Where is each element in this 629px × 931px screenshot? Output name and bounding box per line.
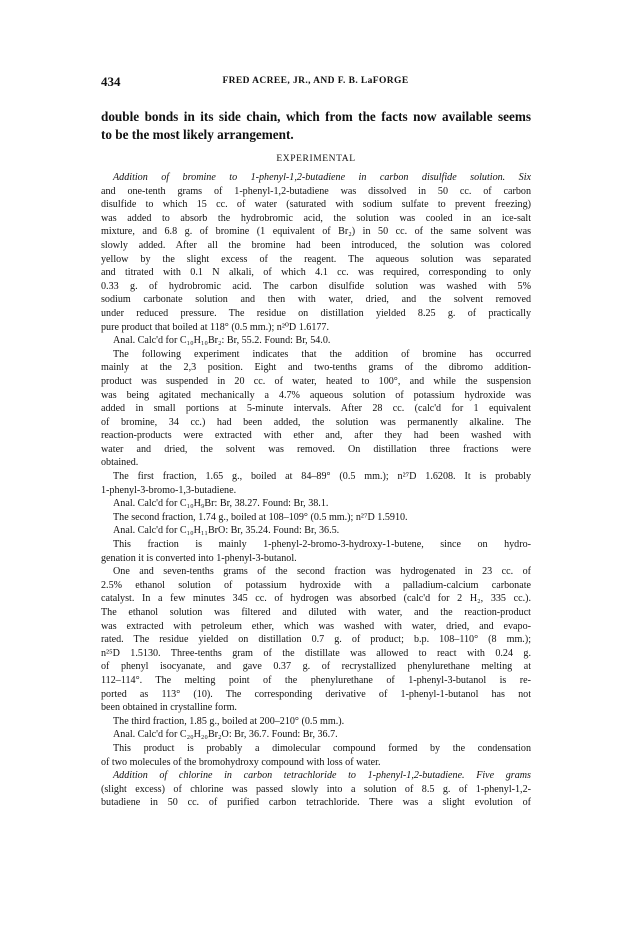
text-line: was added to absorb the hydrobromic acid, the solution was cooled in an ice-salt (101, 212, 531, 224)
lead-line: to be the most likely arrangement. (101, 127, 294, 142)
text-line: water and dried, the solvent was removed. On distillation three fractions were (101, 443, 531, 455)
text-line: ported as 113° (10). The corresponding derivative of 1-phenyl-1-butanol has not (101, 688, 531, 700)
text-line: yellow by the slight excess of the reagent. The aqueous solution was separated (101, 253, 531, 265)
text-line: This fraction is mainly 1-phenyl-2-bromo-3-hydroxy-1-butene, since on hydro- (113, 539, 531, 551)
text-line: pure product that boiled at 118° (0.5 mm.); n²⁰D 1.6177. (101, 321, 329, 333)
text-line: Anal. Calc'd for C₂₀H₂₀Br₂O: Br, 36.7. Found: Br, 36.7. (113, 729, 338, 741)
text-line: (slight excess) of chlorine was passed slowly into a solution of 8.5 g. of 1-phenyl-1,2- (101, 783, 531, 795)
text-line: sodium carbonate solution and then with water, dried, and the solvent removed (101, 294, 531, 306)
continued-paragraph (101, 108, 531, 144)
running-title: FRED ACREE, JR., AND F. B. LaFORGE (222, 76, 409, 86)
text-line: under reduced pressure. The residue on distillation yielded 8.25 g. of practically (101, 307, 531, 319)
text-line: Addition of chlorine in carbon tetrachloride to 1-phenyl-1,2-butadiene. Five grams (113, 770, 531, 782)
text-line: The ethanol solution was filtered and diluted with water, and the reaction-product (101, 607, 531, 618)
page-number: 434 (101, 74, 121, 89)
section-heading: EXPERIMENTAL (276, 154, 356, 164)
text-line: Addition of bromine to 1-phenyl-1,2-butadiene in carbon disulfide solution. Six (113, 172, 531, 183)
text-line: Anal. Calc'd for C₁₀H₉Br: Br, 38.27. Found: Br, 38.1. (113, 498, 329, 510)
text-line: 2.5% ethanol solution of potassium hydroxide with a palladium-calcium carbonate (101, 579, 531, 591)
lead-line: double bonds in its side chain, which from the facts now available seems (101, 109, 531, 124)
text-line: of phenyl isocyanate, and gave 0.37 g. of recrystallized phenylurethane melting at (101, 661, 531, 673)
page-header (101, 74, 530, 90)
text-line: The second fraction, 1.74 g., boiled at 108–109° (0.5 mm.); n²⁷D 1.5910. (113, 511, 408, 523)
text-line: butadiene in 50 cc. of purified carbon tetrachloride. There was a slight evolution of (101, 797, 531, 809)
text-line: Anal. Calc'd for C₁₀H₁₀Br₂: Br, 55.2. Found: Br, 54.0. (113, 335, 331, 347)
text-line: mainly at the 2,3 position. Eight and two-tenths grams of the dibromo addition- (101, 362, 531, 374)
text-line: and titrated with 0.1 N alkali, of which 4.1 cc. was required, corresponding to only (101, 267, 531, 279)
text-line: 1-phenyl-3-bromo-1,3-butadiene. (101, 484, 237, 496)
text-line: One and seven-tenths grams of the second fraction was hydrogenated in 23 cc. of (113, 566, 531, 578)
text-line: obtained. (101, 457, 139, 469)
text-line: catalyst. In a few minutes 345 cc. of hydrogen was absorbed (calc'd for 2 H₂, 335 cc.). (101, 593, 531, 605)
text-line: been obtained in crystalline form. (101, 702, 237, 714)
text-line: disulfide to which 15 cc. of water (saturated with sodium sulfate to prevent freezing) (101, 199, 531, 211)
text-line: genation it is converted into 1-phenyl-3-butanol. (101, 552, 297, 564)
text-line: 0.33 g. of hydrobromic acid. The carbon disulfide solution was washed with 5% (101, 280, 531, 292)
text-line: was being agitated mechanically a 4.7% aqueous solution of potassium hydroxide was (101, 389, 531, 401)
text-line: 112–114°. The melting point of the phenylurethane of 1-phenyl-3-butanol is re- (101, 674, 531, 686)
text-line: rated. The residue yielded on distillation 0.7 g. of product; b.p. 108–110° (8 mm.); (101, 634, 531, 646)
text-line: and one-tenth grams of 1-phenyl-1,2-butadiene was dissolved in 50 cc. of carbon (101, 185, 531, 197)
text-line: of two molecules of the bromohydroxy compound with loss of water. (101, 756, 381, 768)
text-line: This product is probably a dimolecular compound formed by the condensation (113, 742, 531, 754)
text-line: The following experiment indicates that the addition of bromine has occurred (113, 348, 531, 360)
text-line: The third fraction, 1.85 g., boiled at 200–210° (0.5 mm.). (113, 715, 345, 727)
text-line: of bromine, 34 cc.) had been added, the solution was permanently alkaline. The (101, 416, 531, 428)
text-line: mixture, and 6.8 g. of bromine (1 equivalent of Br₂) in 50 cc. of the same solvent was (101, 226, 531, 238)
text-line: Anal. Calc'd for C₁₀H₁₁BrO: Br, 35.24. Found: Br, 36.5. (113, 525, 340, 537)
text-line: The first fraction, 1.65 g., boiled at 84–89° (0.5 mm.); n²⁷D 1.6208. It is probably (113, 471, 531, 483)
experimental-body (101, 171, 531, 810)
text-line: n²⁵D 1.5130. Three-tenths gram of the distillate was allowed to react with 0.24 g. (101, 647, 531, 659)
text-line: reaction-products were extracted with ether and, after they had been washed with (101, 430, 531, 442)
text-line: product was suspended in 20 cc. of water, heated to 100°, and while the suspension (101, 375, 531, 387)
text-line: was extracted with petroleum ether, which was washed with water, dried, and evapo- (101, 620, 531, 632)
text-line: slowly added. After all the bromine had been introduced, the solution was colored (101, 239, 531, 251)
text-line: added in small portions at 5-minute intervals. After 28 cc. (calc'd for 1 equivalent (101, 403, 531, 415)
